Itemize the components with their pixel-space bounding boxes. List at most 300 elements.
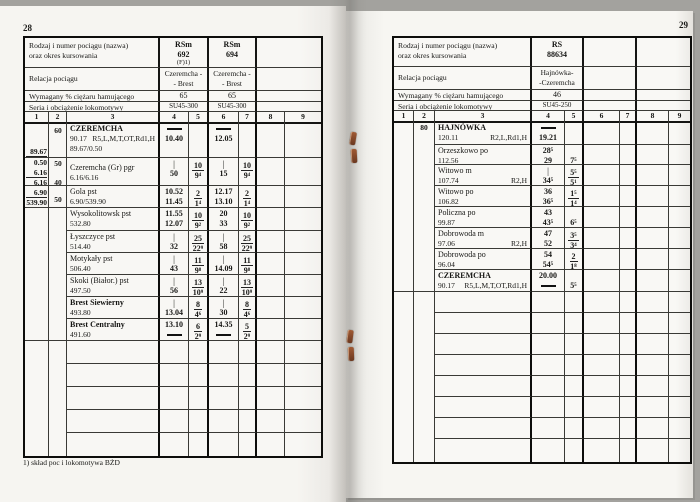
empty-cell <box>257 341 285 364</box>
header-row-loco <box>394 101 690 111</box>
time-bottom: 12.07 <box>165 219 183 228</box>
time-bottom: 33 <box>219 219 228 228</box>
runtime-cell <box>620 122 637 145</box>
train-cell <box>209 38 257 68</box>
empty-cell <box>565 418 584 439</box>
station-row <box>394 207 690 228</box>
empty-cell <box>532 334 565 355</box>
empty-cell <box>435 376 532 397</box>
time-cell <box>532 228 565 249</box>
pass-symbol: | <box>222 159 225 169</box>
km-column-cell <box>25 208 49 231</box>
time-top <box>627 271 629 281</box>
time-bottom: 9² <box>194 221 202 230</box>
time-bottom: 11.45 <box>165 197 183 206</box>
empty-cell <box>285 387 321 410</box>
empty-cell <box>565 292 584 313</box>
empty-row <box>25 387 321 410</box>
station-cell <box>67 186 160 208</box>
time-top <box>573 271 575 281</box>
header-row-brake <box>394 90 690 101</box>
terminus-dash-icon <box>167 128 182 130</box>
train-note: (F)1) <box>176 59 191 66</box>
empty-cell <box>435 292 532 313</box>
train-label-line2: oraz okres kursowania <box>29 51 98 60</box>
train-class: RS <box>551 40 563 49</box>
speed-column-cell <box>49 208 67 231</box>
time-bottom <box>197 134 199 144</box>
station-km-line <box>70 242 156 252</box>
empty-cell <box>637 145 669 165</box>
station-km-line <box>438 260 528 270</box>
header-row-colnumbers <box>394 111 690 122</box>
brake-value-cell: 46 <box>532 90 584 101</box>
station-row <box>25 231 321 253</box>
time-bottom <box>573 133 575 143</box>
empty-cell <box>565 397 584 418</box>
time-bottom: 9⁴ <box>243 171 251 180</box>
timetable-left <box>23 36 323 458</box>
time-bottom: 22 <box>219 286 228 295</box>
speed-column-cell <box>49 231 67 253</box>
speed-column-cell <box>414 165 435 186</box>
empty-cell <box>239 364 257 387</box>
empty-cell <box>49 341 67 364</box>
time-bottom <box>601 218 603 228</box>
station-row <box>394 249 690 270</box>
speed-column-cell <box>414 186 435 207</box>
speed-overlay-value: 50 <box>54 195 62 204</box>
empty-cell <box>414 397 435 418</box>
empty-cell <box>189 410 209 433</box>
time-top: 13.10 <box>165 320 183 329</box>
empty-cell <box>394 439 414 462</box>
time-top: 11 <box>243 256 251 265</box>
empty-cell <box>189 387 209 410</box>
empty-row <box>394 397 690 418</box>
speed-column-cell <box>414 270 435 292</box>
time-top <box>601 271 603 281</box>
time-bottom: 10⁹ <box>192 288 204 297</box>
empty-cell <box>565 334 584 355</box>
time-top <box>627 229 629 239</box>
time-bottom: 14.09 <box>214 264 233 273</box>
time-top: 28⁵ <box>542 146 554 155</box>
empty-cell <box>394 292 414 313</box>
brake-cell-empty <box>637 90 690 101</box>
empty-cell <box>285 253 321 275</box>
col-number: 3 <box>435 111 532 123</box>
runtime-cell <box>189 186 209 208</box>
pass-symbol: | <box>173 276 175 286</box>
train-number: 692 <box>177 49 190 59</box>
time-bottom <box>627 218 629 228</box>
time-bottom: 3⁴ <box>570 241 577 249</box>
col-number: 4 <box>160 112 189 124</box>
time-top: 8 <box>196 300 200 309</box>
empty-row <box>25 341 321 364</box>
time-bottom <box>627 156 629 165</box>
empty-cell <box>285 364 321 387</box>
station-cell <box>435 249 532 270</box>
brake-cell-empty <box>257 91 321 102</box>
empty-cell <box>285 123 321 158</box>
pass-symbol: | <box>173 298 175 308</box>
time-top <box>627 146 629 156</box>
empty-cell <box>285 231 321 253</box>
speed-column-cell <box>49 297 67 319</box>
station-km: 89.67/0.50 <box>70 144 103 153</box>
empty-cell <box>620 397 637 418</box>
empty-cell <box>532 355 565 376</box>
time-bottom: 9⁸ <box>194 266 202 275</box>
train-cell-empty <box>257 38 321 68</box>
terminus-dash-icon <box>541 127 556 129</box>
runtime-cell <box>565 228 584 249</box>
pass-symbol: | <box>173 159 175 169</box>
col-number: 2 <box>414 111 435 123</box>
km-column-cell <box>394 207 414 228</box>
empty-cell <box>669 207 690 228</box>
station-row <box>394 228 690 249</box>
empty-cell <box>620 355 637 376</box>
station-cell <box>435 122 532 145</box>
empty-cell <box>669 376 690 397</box>
time-bottom: 13.10 <box>214 197 233 206</box>
empty-cell <box>414 292 435 313</box>
empty-cell <box>209 341 239 364</box>
runtime-cell <box>239 297 257 319</box>
pass-symbol: | <box>173 232 175 242</box>
km-column-cell <box>25 319 49 341</box>
station-name: Witowo m <box>438 166 472 175</box>
time-top: 25 <box>243 234 251 243</box>
runtime-cell <box>189 275 209 297</box>
time-bottom: 2⁹ <box>194 332 202 341</box>
station-cell <box>67 253 160 275</box>
relation-value-cell <box>532 67 584 90</box>
runtime-cell <box>620 145 637 165</box>
empty-row <box>25 433 321 456</box>
station-km: 6.90/539.90 <box>70 197 106 206</box>
time-bottom: 1⁴ <box>570 199 577 207</box>
empty-cell <box>285 158 321 186</box>
time-bottom: 10⁹ <box>241 288 253 297</box>
speed-overlay-value: 50 <box>54 159 62 168</box>
empty-cell <box>637 165 669 186</box>
empty-cell <box>49 433 67 456</box>
loco-label-cell: Seria i obciążenie lokomotywy <box>25 102 160 112</box>
station-row <box>25 297 321 319</box>
time-cell <box>160 231 189 253</box>
time-cell <box>209 253 239 275</box>
station-name: Dobrowoda m <box>438 229 484 238</box>
empty-cell <box>565 439 584 462</box>
time-bottom: 22⁹ <box>192 244 204 253</box>
km-overlay-value: 0.50 <box>33 158 47 167</box>
runtime-cell <box>620 249 637 270</box>
empty-cell <box>584 397 620 418</box>
empty-cell <box>637 334 669 355</box>
time-cell <box>160 208 189 231</box>
col-number: 5 <box>565 111 584 123</box>
time-bottom: 43 <box>170 264 178 273</box>
brake-label-cell: Wymagany % ciężaru hamującego <box>25 91 160 102</box>
station-cell <box>435 145 532 165</box>
runtime-cell <box>565 207 584 228</box>
station-row <box>394 186 690 207</box>
empty-cell <box>620 334 637 355</box>
station-km-line <box>70 286 156 296</box>
time-cell <box>209 158 239 186</box>
time-bottom: 1⁸ <box>570 262 577 270</box>
loco-value-cell: SU45-300 <box>160 102 209 112</box>
runtime-cell <box>189 231 209 253</box>
relation-line1: Hajnówka- <box>540 68 574 77</box>
empty-cell <box>257 433 285 456</box>
empty-cell <box>394 313 414 334</box>
station-name: Wysokolitowsk pst <box>70 209 132 218</box>
station-km: 506.40 <box>70 264 91 273</box>
staple-icon <box>351 149 358 163</box>
km-overlay-value: 6.90 <box>26 188 47 198</box>
time-top <box>627 250 629 260</box>
time-cell <box>209 186 239 208</box>
km-overlay-value: 539.90 <box>26 198 47 207</box>
runtime-cell <box>239 158 257 186</box>
col-number: 8 <box>257 112 285 124</box>
empty-cell <box>669 439 690 462</box>
empty-cell <box>435 397 532 418</box>
empty-cell <box>285 297 321 319</box>
empty-cell <box>414 313 435 334</box>
empty-cell <box>285 208 321 231</box>
time-cell <box>532 270 565 292</box>
time-bottom <box>601 260 603 270</box>
station-km-line <box>70 134 156 144</box>
empty-cell <box>584 313 620 334</box>
time-bottom: 5¹ <box>570 178 577 186</box>
km-overlay-value: 6.16 <box>33 178 47 187</box>
time-bottom <box>627 239 629 249</box>
empty-cell <box>160 410 189 433</box>
train-number: 694 <box>226 49 238 59</box>
km-column-cell <box>394 249 414 270</box>
empty-row <box>394 355 690 376</box>
station-marks: R5,L,M,T,OT,Rd1,H <box>92 134 155 143</box>
empty-cell <box>584 376 620 397</box>
station-km: 493.80 <box>70 308 91 317</box>
time-cell <box>160 186 189 208</box>
station-cell <box>435 165 532 186</box>
empty-cell <box>285 275 321 297</box>
speed-overlay-value: 40 <box>54 178 62 187</box>
empty-cell <box>669 122 690 145</box>
time-top <box>197 124 199 134</box>
station-km-line <box>70 219 156 229</box>
runtime-cell <box>189 253 209 275</box>
runtime-cell <box>565 270 584 292</box>
relation-cell-empty <box>584 67 637 90</box>
empty-cell <box>239 433 257 456</box>
empty-cell <box>67 341 160 364</box>
station-cell <box>435 186 532 207</box>
station-row <box>394 145 690 165</box>
empty-cell <box>584 418 620 439</box>
empty-cell <box>67 410 160 433</box>
time-cell <box>209 208 239 231</box>
time-cell <box>160 275 189 297</box>
time-bottom: 52 <box>544 239 552 248</box>
time-top <box>573 208 575 218</box>
station-name: Dobrowoda po <box>438 250 486 259</box>
empty-cell <box>620 376 637 397</box>
runtime-cell <box>565 145 584 165</box>
time-top <box>601 229 603 239</box>
empty-cell <box>67 387 160 410</box>
timetable-body <box>25 123 321 456</box>
station-name: Łyszczyce pst <box>70 232 116 241</box>
brake-value-cell: 65 <box>160 91 209 102</box>
time-top: 12.17 <box>214 187 233 196</box>
km-column-cell <box>25 253 49 275</box>
time-top <box>601 187 603 197</box>
empty-cell <box>257 253 285 275</box>
time-bottom: 1⁴ <box>243 199 251 208</box>
time-bottom <box>246 134 248 144</box>
km-column-cell <box>394 270 414 292</box>
station-row <box>25 253 321 275</box>
station-name: CZEREMCHA <box>70 124 123 133</box>
time-bottom: 30 <box>219 308 228 317</box>
runtime-cell <box>620 186 637 207</box>
empty-cell <box>394 334 414 355</box>
station-row <box>394 270 690 292</box>
page-left <box>0 6 346 502</box>
page-number: 28 <box>23 23 32 33</box>
empty-cell <box>669 313 690 334</box>
train-class: RSm <box>223 40 241 49</box>
station-marks: R2,H <box>510 176 527 185</box>
time-top: 6 <box>196 322 200 331</box>
empty-cell <box>637 418 669 439</box>
empty-cell <box>285 433 321 456</box>
terminus-dash-icon <box>541 285 556 287</box>
empty-cell <box>257 319 285 341</box>
time-top: 11 <box>194 256 202 265</box>
time-top <box>573 123 575 133</box>
footnote: 1) skład poc i lokomotywa BŻD <box>23 458 120 467</box>
runtime-cell <box>189 297 209 319</box>
empty-cell <box>189 433 209 456</box>
runtime-cell <box>565 122 584 145</box>
km-overlay-value: 6.16 <box>26 168 47 178</box>
station-row <box>25 208 321 231</box>
col-number: 9 <box>285 112 321 124</box>
empty-cell <box>285 341 321 364</box>
empty-cell <box>257 158 285 186</box>
empty-cell <box>532 418 565 439</box>
station-cell <box>67 297 160 319</box>
empty-cell <box>67 433 160 456</box>
empty-cell <box>637 186 669 207</box>
train-cell-empty <box>584 38 637 67</box>
empty-row <box>394 418 690 439</box>
runtime-cell <box>239 253 257 275</box>
col-number: 4 <box>532 111 565 123</box>
empty-row <box>394 292 690 313</box>
empty-cell <box>257 186 285 208</box>
time-top: 2 <box>245 189 249 198</box>
empty-cell <box>435 355 532 376</box>
empty-cell <box>414 418 435 439</box>
station-name: Witowo po <box>438 187 474 196</box>
empty-cell <box>209 433 239 456</box>
empty-cell <box>669 186 690 207</box>
empty-cell <box>637 376 669 397</box>
empty-cell <box>669 249 690 270</box>
time-cell <box>584 165 620 186</box>
station-row <box>25 186 321 208</box>
empty-cell <box>565 313 584 334</box>
speed-column-cell <box>414 228 435 249</box>
empty-cell <box>637 292 669 313</box>
station-name: Gola pst <box>70 187 97 196</box>
empty-cell <box>285 319 321 341</box>
time-bottom: 15 <box>219 169 228 178</box>
empty-cell <box>637 207 669 228</box>
train-cell <box>532 38 584 67</box>
time-cell <box>160 123 189 158</box>
station-km: 90.17 <box>70 134 87 143</box>
loco-cell-empty <box>584 101 637 111</box>
time-bottom: 54⁵ <box>542 260 554 269</box>
time-cell <box>209 319 239 341</box>
km-column-cell <box>394 186 414 207</box>
pass-symbol: | <box>222 298 225 308</box>
time-cell <box>209 275 239 297</box>
train-cell <box>160 38 209 68</box>
time-bottom <box>601 156 603 165</box>
empty-cell <box>565 376 584 397</box>
time-top <box>627 123 629 133</box>
empty-cell <box>25 341 49 364</box>
time-top: 47 <box>544 229 552 238</box>
speed-column-cell <box>49 319 67 341</box>
time-bottom: 50 <box>170 169 178 178</box>
pass-symbol: | <box>222 254 225 264</box>
empty-cell <box>285 410 321 433</box>
station-km-line <box>70 308 156 318</box>
empty-cell <box>160 433 189 456</box>
relation-line2: - Brest <box>222 79 242 88</box>
terminus-dash-icon <box>167 334 182 336</box>
empty-cell <box>257 231 285 253</box>
empty-cell <box>637 313 669 334</box>
station-km-line <box>438 281 528 291</box>
time-bottom <box>601 281 603 291</box>
header-row-train <box>394 38 690 67</box>
empty-cell <box>394 418 414 439</box>
time-top: 2 <box>196 189 200 198</box>
time-top: 10 <box>243 211 251 220</box>
empty-cell <box>414 376 435 397</box>
empty-cell <box>257 275 285 297</box>
time-cell <box>209 123 239 158</box>
empty-cell <box>67 364 160 387</box>
station-cell <box>67 231 160 253</box>
empty-cell <box>669 397 690 418</box>
